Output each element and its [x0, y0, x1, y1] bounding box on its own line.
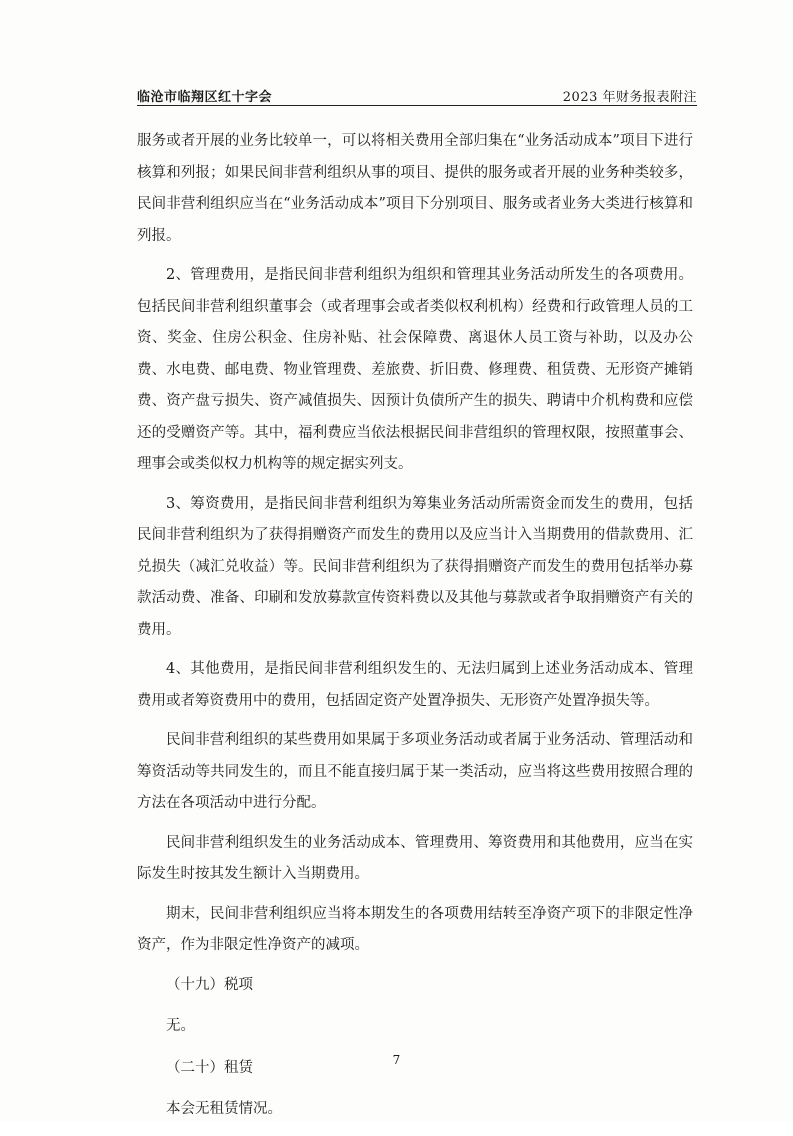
paragraph-fundraising-expenses: 3、筹资费用，是指民间非营利组织为筹集业务活动所需资金而发生的费用，包括民间非营利组织为了获得捐赠资产而发生的费用以及应当计入当期费用的借款费用、汇兑损失（减汇兑收益）等。民间非营利组织为了获得捐赠资产而发生的费用包括举办募款活动费、准备、印刷和发放募款宣传资料费以及其他与募款或者争取捐赠资产有关的费用。: [137, 495, 693, 638]
page-number: 7: [392, 1053, 401, 1067]
paragraph-expense-recognition: 民间非营利组织发生的业务活动成本、管理费用、筹资费用和其他费用，应当在实际发生时按其发生额计入当期费用。: [137, 834, 693, 882]
paragraph-other-expenses: 4、其他费用，是指民间非营利组织发生的、无法归属到上述业务活动成本、管理费用或者筹资费用中的费用，包括固定资产处置净损失、无形资产处置净损失等。: [137, 661, 693, 709]
paragraph-continuation: 服务或者开展的业务比较单一，可以将相关费用全部归集在“业务活动成本”项目下进行核算和列报；如果民间非营利组织从事的项目、提供的服务或者开展的业务种类较多，民间非营利组织应当在“业务活动成本”项目下分别项目、服务或者业务大类进行核算和列报。: [137, 133, 693, 244]
paragraph-management-expenses: 2、管理费用，是指民间非营利组织为组织和管理其业务活动所发生的各项费用。包括民间非营利组织董事会（或者理事会或者类似权利机构）经费和行政管理人员的工资、奖金、住房公积金、住房补贴、社会保障费、离退休人员工资与补助，以及办公费、水电费、邮电费、物业管理费、差旅费、折旧费、修理费、租赁费、无形资产摊销费、资产盘亏损失、资产减值损失、因预计负债所产生的损失、聘请中介机构费和应偿还的受赠资产等。其中，福利费应当依法根据民间非营组织的管理权限，按照董事会、理事会或类似权力机构等的规定据实列支。: [137, 267, 693, 472]
paragraph-expense-allocation: 民间非营利组织的某些费用如果属于多项业务活动或者属于业务活动、管理活动和筹资活动等共同发生的，而且不能直接归属于某一类活动，应当将这些费用按照合理的方法在各项活动中进行分配。: [137, 732, 693, 811]
header-report-title: 2023 年财务报表附注: [562, 90, 697, 105]
header-organization: 临沧市临翔区红十字会: [137, 90, 273, 105]
section-heading-taxes: （十九）税项: [166, 976, 253, 993]
document-body: [137, 126, 693, 1136]
page-header: [137, 84, 697, 104]
section-content-taxes: 无。: [166, 1018, 195, 1034]
section-content-leases: 本会无租赁情况。: [166, 1101, 282, 1117]
header-divider: [137, 105, 697, 106]
section-heading-leases: （二十）租赁: [166, 1059, 253, 1076]
paragraph-period-end-transfer: 期末，民间非营利组织应当将本期发生的各项费用结转至净资产项下的非限定性净资产，作为非限定性净资产的减项。: [137, 905, 693, 953]
